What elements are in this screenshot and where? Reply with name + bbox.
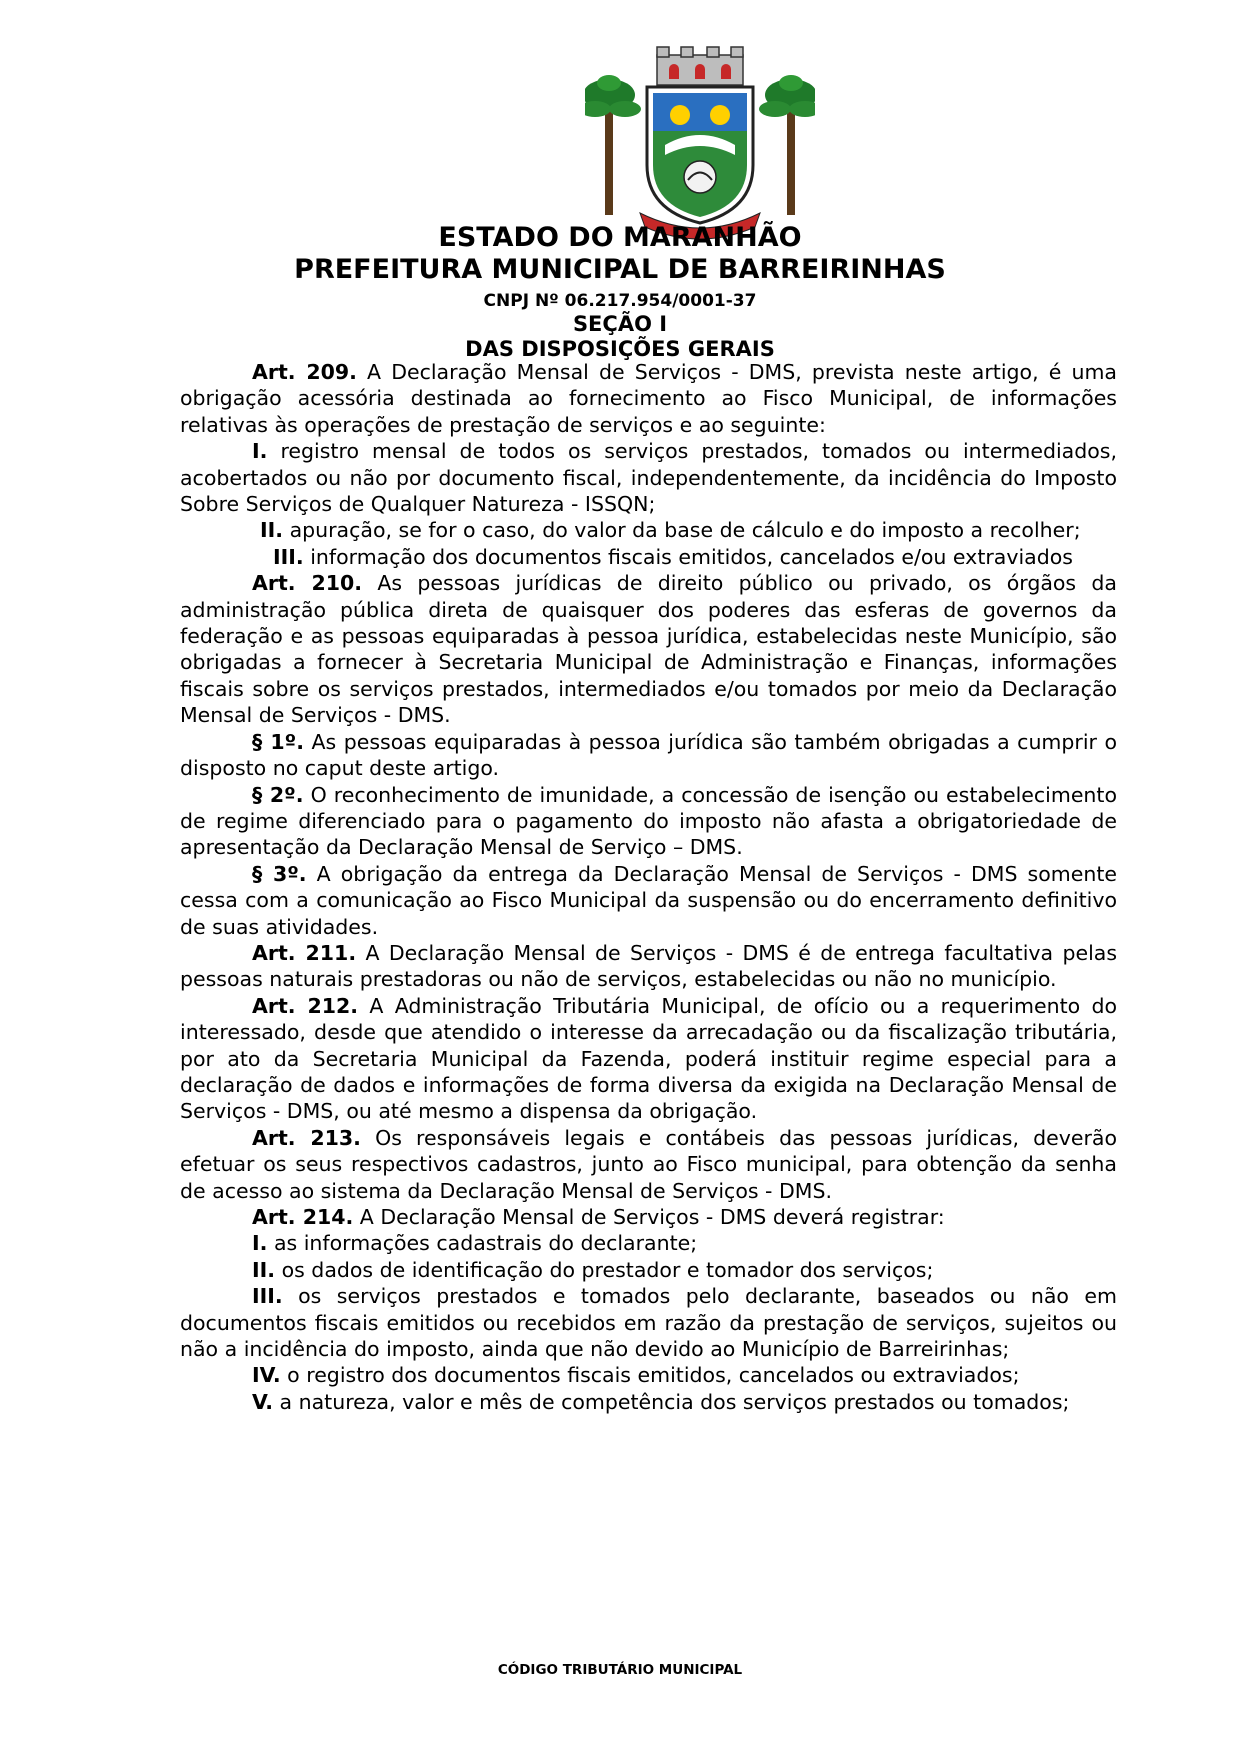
paragraph-text: as informações cadastrais do declarante;: [267, 1231, 698, 1256]
paragraph-label: V.: [252, 1389, 274, 1414]
paragraph-item-i: [180, 438, 1117, 517]
paragraph-art-214-item-iii: [180, 1283, 1117, 1362]
paragraph-label: Art. 209.: [252, 360, 357, 384]
paragraph-text: A obrigação da entrega da Declaração Mensal de Serviços - DMS somente cessa com a comunicação ao Fisco Municipal da suspensão ou do encerramento definitivo de suas atividades.: [180, 861, 1118, 939]
paragraph-label: IV.: [252, 1363, 281, 1388]
paragraph-text: registro mensal de todos os serviços prestados, tomados ou intermediados, acobertados ou não por documento fiscal, independentemente, da incidência do Imposto Sobre Serviços de Qualquer Natureza - ISSQN;: [180, 439, 1117, 517]
paragraph-label: Art. 213.: [252, 1125, 361, 1150]
paragraph-label: § 3º.: [252, 861, 307, 886]
paragraph-item-ii: [180, 517, 1117, 543]
paragraph-text: A Declaração Mensal de Serviços - DMS deverá registrar:: [353, 1205, 945, 1229]
paragraph-text: os serviços prestados e tomados pelo declarante, baseados ou não em documentos fiscais emitidos ou recebidos em razão da prestação de serviços, sujeitos ou não a incidência do imposto, ainda que não devido ao Município de Barreirinhas;: [180, 1284, 1117, 1362]
paragraph-art-213: [180, 1125, 1117, 1204]
paragraph-text: apuração, se for o caso, do valor da base de cálculo e do imposto a recolher;: [283, 518, 1081, 543]
paragraph-art-214-item-ii: [180, 1257, 1117, 1283]
paragraph-text: As pessoas jurídicas de direito público ou privado, os órgãos da administração pública direta de quaisquer dos poderes das esferas de governos da federação e as pessoas equiparadas à pessoa jurídica, estabelecidas neste Município, são obrigadas a fornecer à Secretaria Municipal de Administração e Finanças, informações fiscais sobre os serviços prestados, intermediados e/ou tomados por meio da Declaração Mensal de Serviços - DMS.: [180, 571, 1117, 728]
paragraph-item-iii: [180, 544, 1117, 570]
municipal-crest: [585, 45, 815, 240]
paragraph-text: A Administração Tributária Municipal, de ofício ou a requerimento do interessado, desde que atendido o interesse da arrecadação ou da fiscalização tributária, por ato da Secretaria Municipal da Fazenda, poderá instituir regime especial para a declaração de dados e informações de forma diversa da exigida na Declaração Mensal de Serviços - DMS, ou até mesmo a dispensa da obrigação.: [180, 993, 1118, 1124]
paragraph-label: § 1º.: [252, 729, 304, 754]
paragraph-label: Art. 211.: [252, 940, 357, 965]
document-body: [180, 359, 1117, 1415]
paragraph-art-211: [180, 940, 1117, 993]
paragraph-label: § 2º.: [252, 782, 304, 807]
paragraph-text: O reconhecimento de imunidade, a concessão de isenção ou estabelecimento de regime diferenciado para o pagamento do imposto não afasta a obrigatoriedade de apresentação da Declaração Mensal de Serviço – DMS.: [180, 782, 1118, 860]
paragraph-art-212: [180, 993, 1117, 1125]
paragraph-para-3: [180, 861, 1117, 940]
paragraph-label: Art. 210.: [252, 571, 363, 596]
paragraph-art-214: [180, 1204, 1117, 1230]
paragraph-text: A Declaração Mensal de Serviços - DMS, prevista neste artigo, é uma obrigação acessória destinada ao fornecimento ao Fisco Municipal, de informações relativas às operações de prestação de serviços e ao seguinte:: [180, 360, 1117, 437]
paragraph-text: As pessoas equiparadas à pessoa jurídica são também obrigadas a cumprir o disposto no caput deste artigo.: [180, 729, 1118, 781]
paragraph-text: a natureza, valor e mês de competência dos serviços prestados ou tomados;: [273, 1389, 1070, 1414]
paragraph-para-1: [180, 729, 1117, 782]
section-title: DAS DISPOSIÇÕES GERAIS: [465, 337, 775, 361]
palm-tree-left: [585, 75, 641, 215]
section-number: SEÇÃO I: [572, 312, 668, 336]
paragraph-label: Art. 212.: [252, 993, 359, 1018]
paragraph-label: III.: [273, 544, 304, 569]
paragraph-art-210: [180, 570, 1117, 728]
paragraph-label: III.: [252, 1284, 283, 1309]
state-title: ESTADO DO MARANHÃO: [438, 222, 802, 253]
paragraph-label: I.: [252, 439, 268, 464]
paragraph-art-214-item-v: [180, 1389, 1117, 1415]
mural-crown: [657, 47, 743, 85]
shield: [647, 87, 753, 223]
paragraph-text: os dados de identificação do prestador e tomador dos serviços;: [275, 1257, 934, 1282]
paragraph-art-209: [180, 359, 1117, 438]
palm-tree-right: [759, 75, 815, 215]
paragraph-label: II.: [260, 518, 284, 543]
paragraph-text: o registro dos documentos fiscais emitidos, cancelados ou extraviados;: [280, 1363, 1020, 1388]
paragraph-art-214-item-i: [180, 1230, 1117, 1256]
page-footer: CÓDIGO TRIBUTÁRIO MUNICIPAL: [497, 1662, 743, 1678]
prefecture-title: PREFEITURA MUNICIPAL DE BARREIRINHAS: [294, 254, 946, 285]
paragraph-para-2: [180, 782, 1117, 861]
paragraph-label: Art. 214.: [252, 1205, 354, 1229]
paragraph-text: Os responsáveis legais e contábeis das pessoas jurídicas, deverão efetuar os seus respectivos cadastros, junto ao Fisco municipal, para obtenção da senha de acesso ao sistema da Declaração Mensal de Serviços - DMS.: [180, 1125, 1118, 1203]
paragraph-label: I.: [252, 1231, 268, 1256]
paragraph-text: A Declaração Mensal de Serviços - DMS é de entrega facultativa pelas pessoas naturais prestadoras ou não de serviços, estabelecidas ou não no município.: [180, 940, 1118, 992]
paragraph-art-214-item-iv: [180, 1362, 1117, 1388]
paragraph-text: informação dos documentos fiscais emitidos, cancelados e/ou extraviados: [303, 544, 1073, 569]
cnpj-line: CNPJ Nº 06.217.954/0001-37: [483, 291, 757, 311]
paragraph-label: II.: [252, 1257, 276, 1282]
